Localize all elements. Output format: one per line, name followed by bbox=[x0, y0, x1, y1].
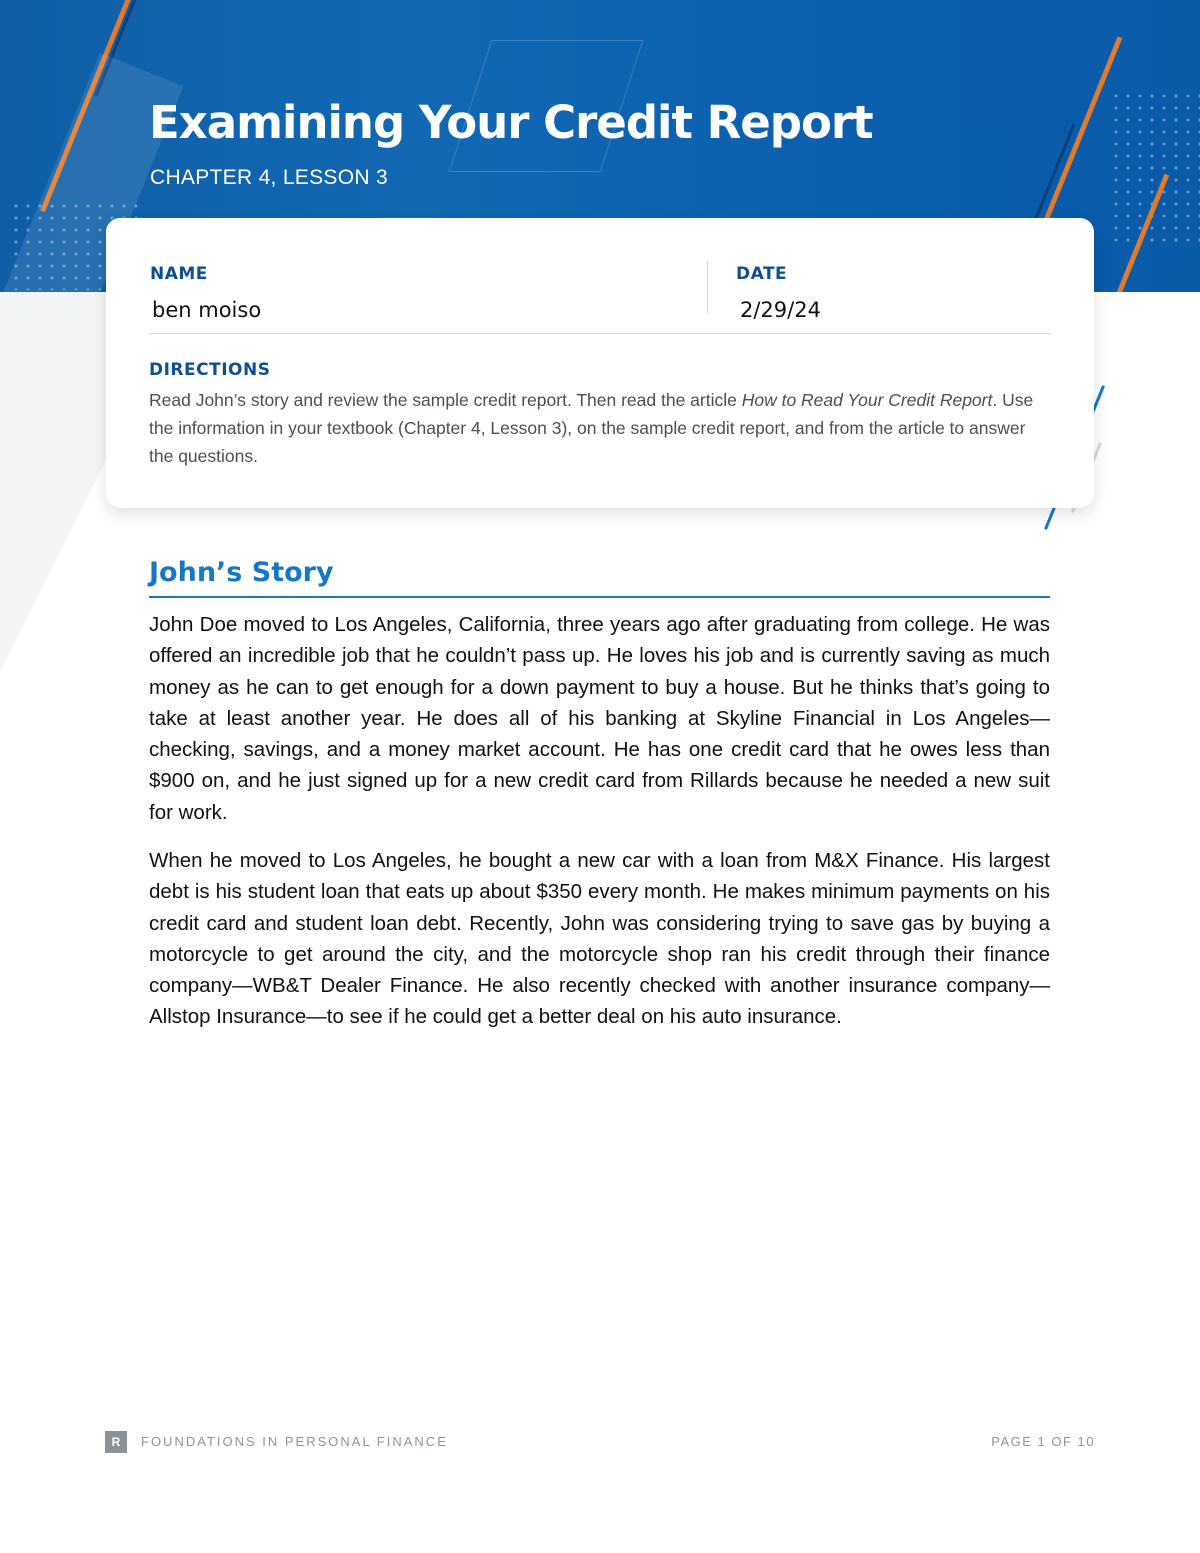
student-info-card bbox=[106, 218, 1094, 508]
story-heading-rule bbox=[149, 596, 1050, 598]
directions-text bbox=[149, 386, 1054, 470]
name-label: NAME bbox=[150, 264, 208, 284]
page-subtitle: CHAPTER 4, LESSON 3 bbox=[150, 166, 388, 189]
story-paragraph-1: John Doe moved to Los Angeles, California, three years ago after graduating from college. He was offered an incredible job that he couldn’t pass up. He loves his job and is currently saving as much money as he can to get enough for a down payment to buy a house. But he thinks that’s going to take at least another year. He does all of his banking at Skyline Financial in Los Angeles—checking, savings, and a money market account. He has one credit card that he owes less than $900 on, and he just signed up for a new credit card from Rillards because he needed a new suit for work. bbox=[149, 613, 1050, 824]
banner-dots-right bbox=[1110, 90, 1200, 250]
directions-label: DIRECTIONS bbox=[149, 360, 271, 380]
footer-page-number: PAGE 1 OF 10 bbox=[991, 1434, 1095, 1449]
story-heading: John’s Story bbox=[149, 557, 334, 588]
field-underline bbox=[149, 333, 1051, 334]
publisher-logo: R bbox=[105, 1431, 127, 1453]
date-label: DATE bbox=[736, 264, 788, 284]
directions-text-part: . Use the information in your textbook (Chapter 4, Lesson 3), on the sample credit report, and from the article to answer the questions. bbox=[149, 390, 1034, 466]
field-divider bbox=[707, 261, 708, 313]
directions-article-title: How to Read Your Credit Report bbox=[741, 390, 993, 410]
page-title: Examining Your Credit Report bbox=[149, 96, 873, 149]
story-paragraph-2: When he moved to Los Angeles, he bought a new car with a loan from M&X Finance. His largest debt is his student loan that eats up about $350 every month. He makes minimum payments on his credit card and student loan debt. Recently, John was considering trying to save gas by buying a motorcycle to get around the city, and the motorcycle shop ran his credit through their finance company—WB&T Dealer Finance. He also recently checked with another insurance company—Allstop Insurance—to see if he could get a better deal on his auto insurance. bbox=[149, 849, 1050, 1029]
name-field[interactable]: ben moiso bbox=[152, 298, 262, 322]
date-field[interactable]: 2/29/24 bbox=[740, 298, 821, 322]
footer-program-name: FOUNDATIONS IN PERSONAL FINANCE bbox=[141, 1434, 448, 1449]
directions-text-part: Read John’s story and review the sample credit report. Then read the article bbox=[149, 390, 742, 410]
